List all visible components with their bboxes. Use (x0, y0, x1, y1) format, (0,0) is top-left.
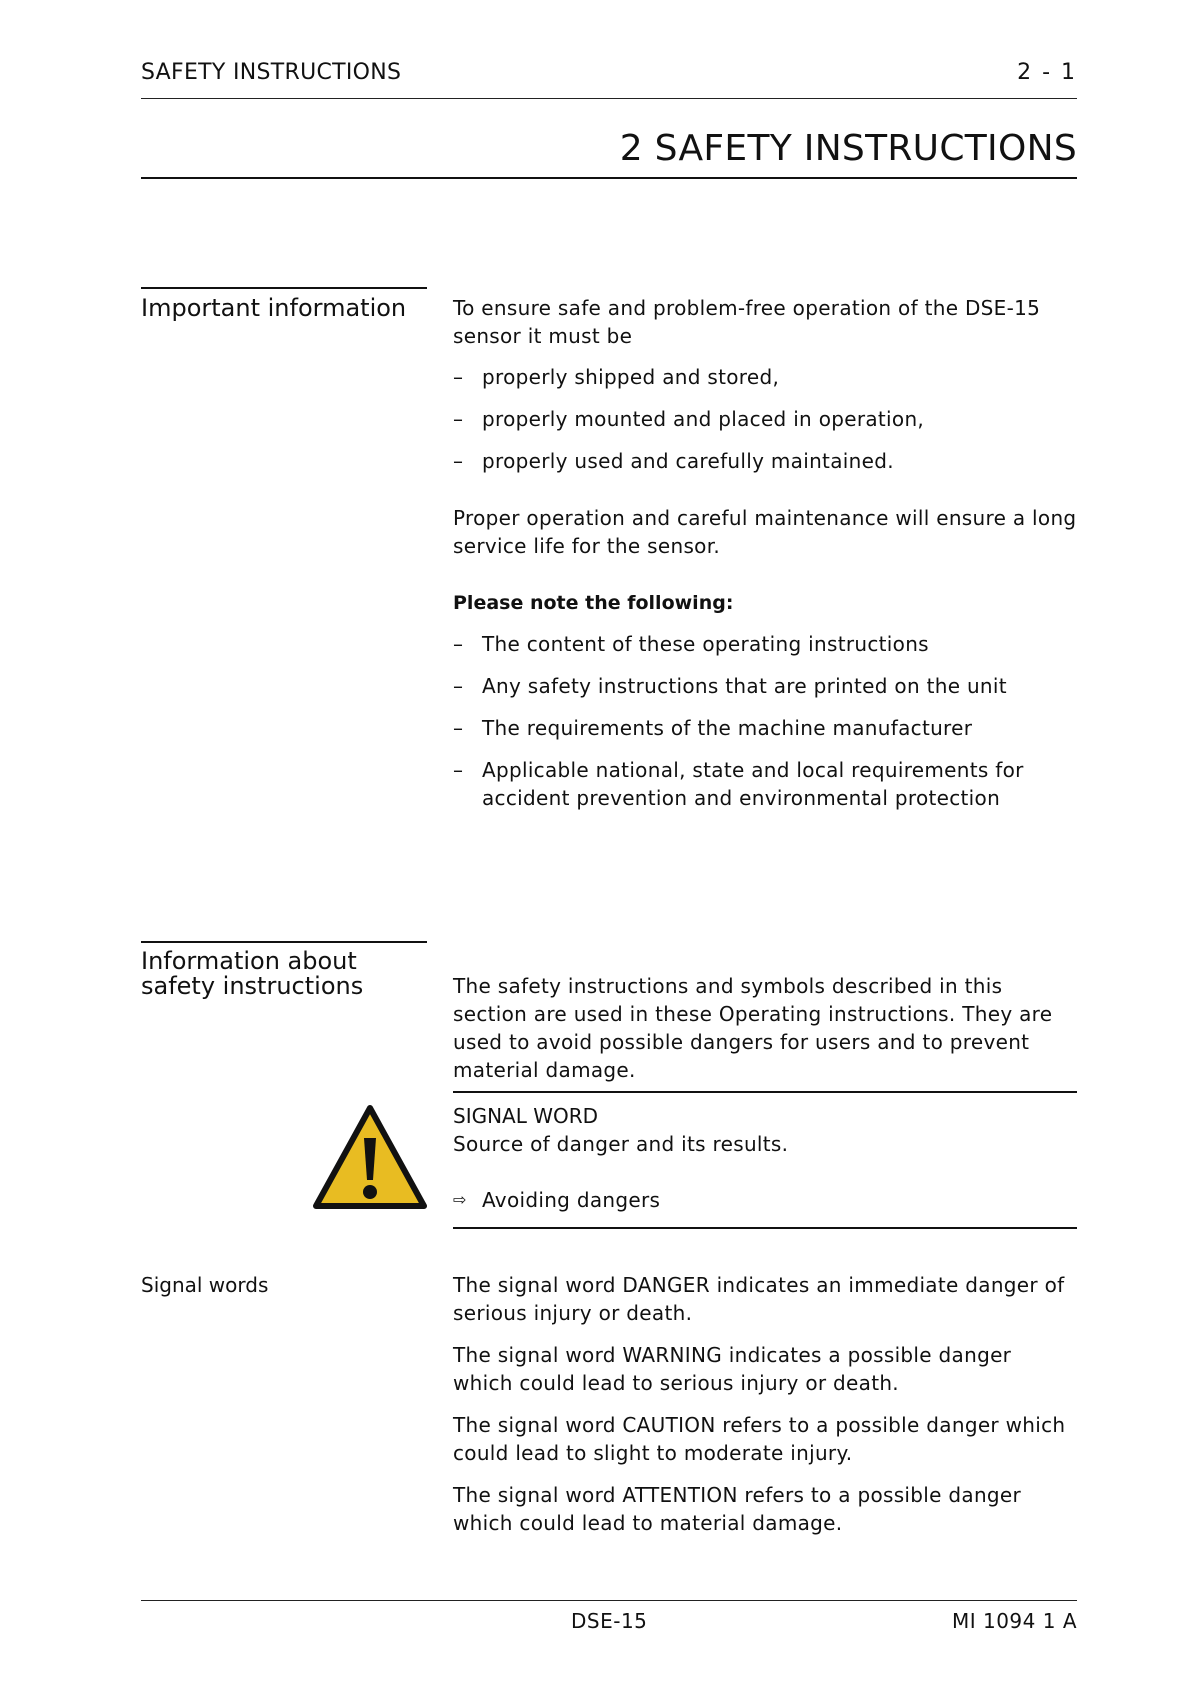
definition-prefix: The signal word (453, 1413, 623, 1437)
danger-source-text: Source of danger and its results. (453, 1132, 789, 1156)
signal-word-definition (453, 1411, 1077, 1467)
dash-bullet: – (453, 407, 464, 431)
section-heading-safety-info-line1: Information about (141, 947, 357, 975)
side-heading-rule (141, 941, 427, 943)
list-item (453, 447, 1077, 475)
signal-word-term: WARNING (622, 1343, 723, 1367)
definition-text: refers to a possible danger which could lead to material damage. (453, 1483, 1022, 1535)
list-item (453, 714, 1077, 742)
dash-bullet: – (453, 674, 464, 698)
running-header-page-number: 2 - 1 (1017, 60, 1077, 85)
list-item (453, 363, 1077, 391)
list-item-text: properly shipped and stored, (482, 365, 780, 389)
dash-bullet: – (453, 716, 464, 740)
signal-word-definition (453, 1271, 1077, 1327)
footer-model: DSE-15 (571, 1609, 648, 1633)
list-item (453, 672, 1077, 700)
signal-word-definition (453, 1341, 1077, 1397)
avoid-danger-item (453, 1186, 1077, 1214)
definition-text: indicates an immediate danger of serious injury or death. (453, 1273, 1065, 1325)
section-heading-safety-info-line2: safety instructions (141, 972, 364, 1000)
dash-bullet: – (453, 632, 464, 656)
footer-divider (141, 1600, 1077, 1601)
definition-prefix: The signal word (453, 1273, 623, 1297)
list-item (453, 756, 1077, 812)
signal-word-term: CAUTION (622, 1413, 716, 1437)
list-item-text: Applicable national, state and local requirements for accident prevention and environmental protection (482, 758, 1024, 810)
list-item-text: Any safety instructions that are printed on the unit (482, 674, 1007, 698)
definition-text: refers to a possible danger which could lead to slight to moderate injury. (453, 1413, 1066, 1465)
avoid-danger-text: Avoiding dangers (482, 1188, 661, 1212)
section-heading-signal-words: Signal words (141, 1273, 269, 1297)
definition-prefix: The signal word (453, 1343, 623, 1367)
maintenance-paragraph: Proper operation and careful maintenance will ensure a long service life for the sensor. (453, 506, 1077, 558)
signal-word-label: SIGNAL WORD (453, 1104, 599, 1128)
definition-text: indicates a possible danger which could lead to serious injury or death. (453, 1343, 1012, 1395)
definition-prefix: The signal word (453, 1483, 623, 1507)
list-item-text: properly mounted and placed in operation, (482, 407, 925, 431)
list-item (453, 405, 1077, 433)
safety-box-top-rule (453, 1091, 1077, 1093)
dash-bullet: – (453, 758, 464, 782)
chapter-title: 2 SAFETY INSTRUCTIONS (619, 128, 1077, 169)
side-heading-rule (141, 287, 427, 289)
warning-triangle-icon (312, 1104, 428, 1210)
signal-word-definition (453, 1481, 1077, 1537)
dash-bullet: – (453, 365, 464, 389)
safety-box-bottom-rule (453, 1227, 1077, 1229)
signal-word-term: DANGER (622, 1273, 710, 1297)
safety-info-paragraph: The safety instructions and symbols described in this section are used in these Operating instructions. They are used to avoid possible dangers for users and to prevent material damage. (453, 974, 1053, 1082)
signal-word-term: ATTENTION (622, 1483, 738, 1507)
intro-paragraph: To ensure safe and problem-free operation of the DSE-15 sensor it must be (453, 296, 1041, 348)
list-item-text: The requirements of the machine manufacturer (482, 716, 973, 740)
list-item-text: The content of these operating instructions (482, 632, 929, 656)
chapter-title-rule (141, 177, 1077, 179)
header-divider (141, 98, 1077, 99)
section-heading-important-information: Important information (141, 294, 407, 322)
arrow-right-icon: ⇨ (453, 1190, 467, 1209)
footer-document-code: MI 1094 1 A (951, 1609, 1077, 1633)
running-header-title: SAFETY INSTRUCTIONS (141, 60, 402, 85)
list-item (453, 630, 1077, 658)
list-item-text: properly used and carefully maintained. (482, 449, 894, 473)
note-label: Please note the following: (453, 592, 734, 614)
dash-bullet: – (453, 449, 464, 473)
